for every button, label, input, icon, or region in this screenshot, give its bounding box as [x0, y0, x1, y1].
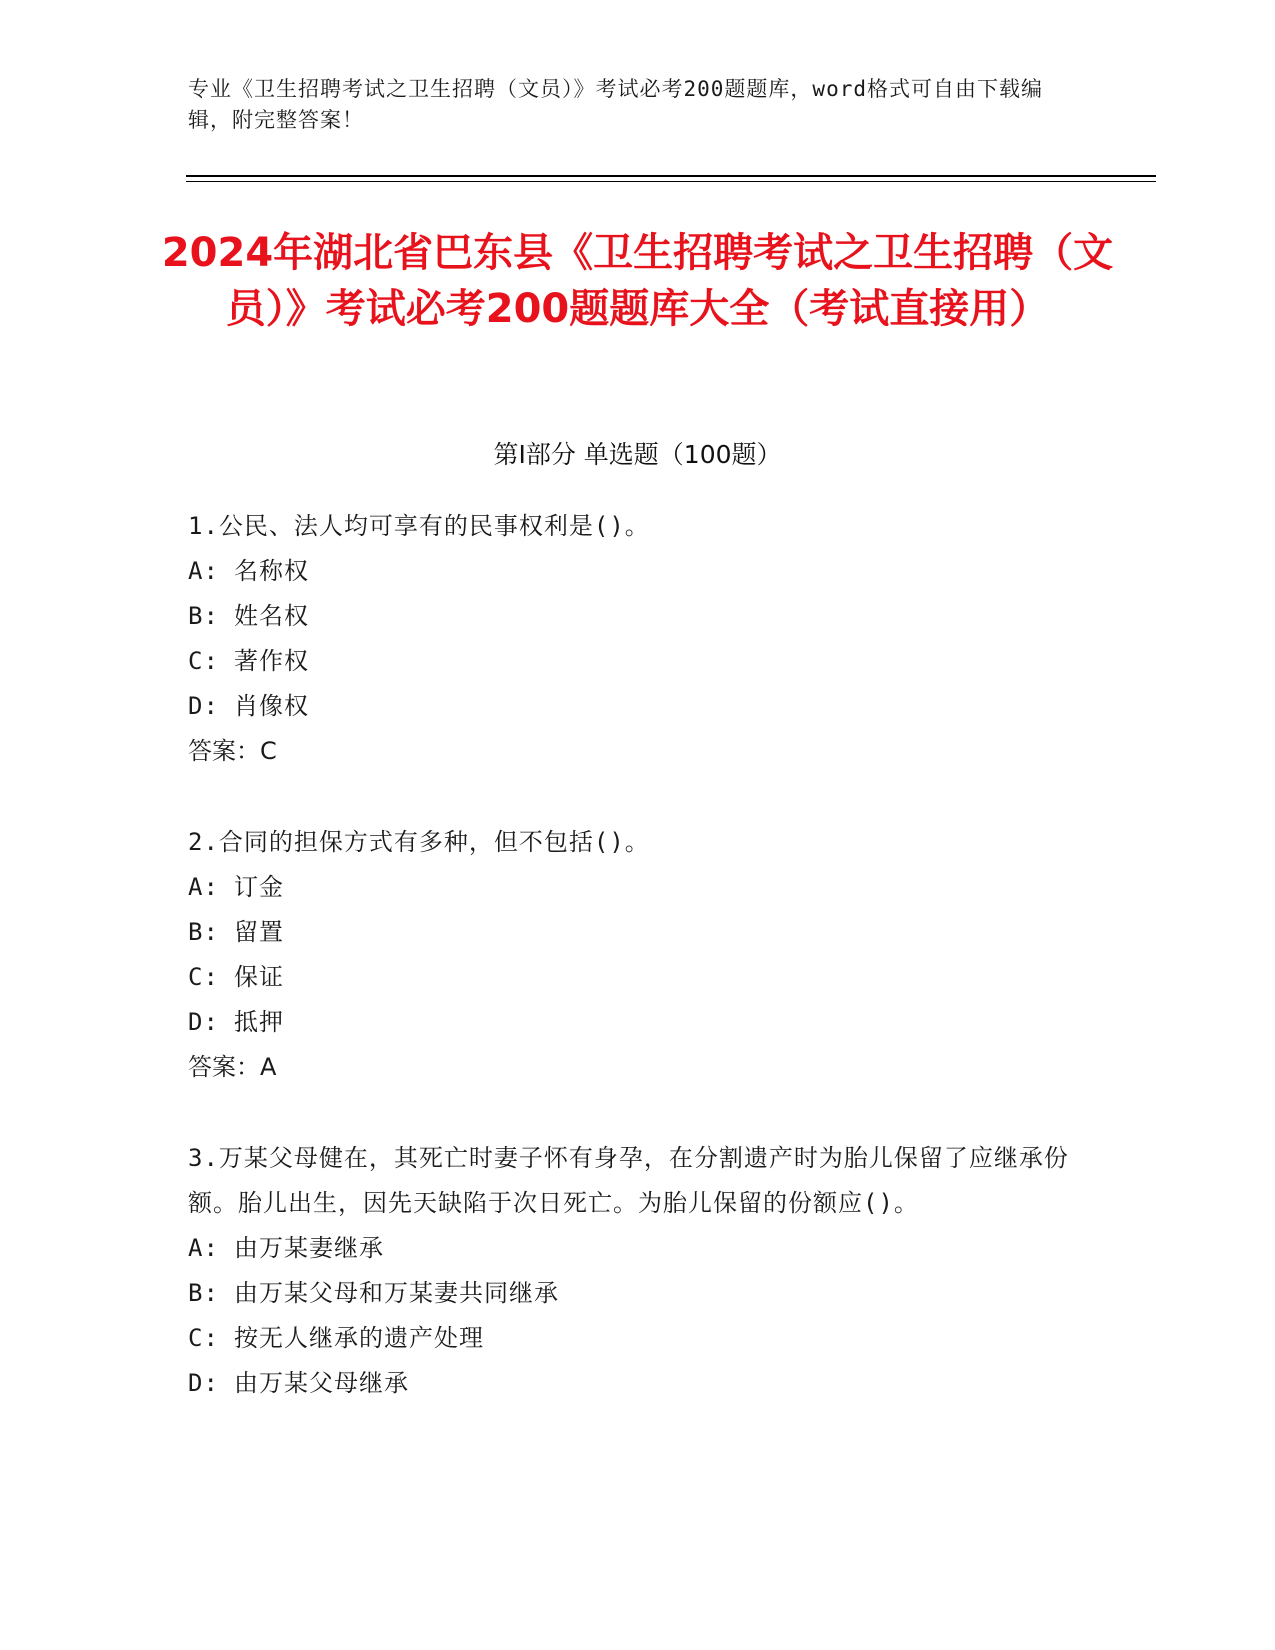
question-stem: 1.公民、法人均可享有的民事权利是()。: [188, 512, 650, 540]
option-key: D:: [188, 1369, 219, 1397]
option-text: 抵押: [234, 1008, 284, 1036]
question-2: [188, 820, 1088, 1090]
answer-line: 答案：A: [188, 1053, 277, 1081]
question-stem: 3.万某父母健在，其死亡时妻子怀有身孕，在分割遗产时为胎儿保留了应继承份额。胎儿出生，因先天缺陷于次日死亡。为胎儿保留的份额应()。: [188, 1144, 1069, 1217]
header-note: 专业《卫生招聘考试之卫生招聘（文员）》考试必考200题题库，word格式可自由下载编辑，附完整答案！: [188, 77, 1043, 132]
document-title: 2024年湖北省巴东县《卫生招聘考试之卫生招聘（文员）》考试必考200题题库大全（考试直接用）: [161, 230, 1114, 332]
option-b: [188, 594, 1088, 639]
option-text: 由万某父母继承: [234, 1369, 409, 1397]
option-key: D:: [188, 1008, 219, 1036]
option-d: [188, 684, 1088, 729]
option-text: 著作权: [234, 647, 309, 675]
option-text: 按无人继承的遗产处理: [234, 1324, 484, 1352]
option-d: [188, 1361, 1088, 1406]
header-divider-thick: [186, 175, 1156, 177]
option-text: 订金: [234, 873, 284, 901]
option-key: C:: [188, 1324, 219, 1352]
option-key: B:: [188, 918, 219, 946]
option-b: [188, 910, 1088, 955]
option-key: A:: [188, 1234, 219, 1262]
answer-line: 答案：C: [188, 737, 277, 765]
option-key: A:: [188, 873, 219, 901]
option-a: [188, 865, 1088, 910]
option-key: D:: [188, 692, 219, 720]
option-c: [188, 955, 1088, 1000]
header-divider-thin: [186, 181, 1156, 182]
section-heading: 第I部分 单选题（100题）: [493, 440, 782, 469]
option-key: C:: [188, 647, 219, 675]
option-text: 留置: [234, 918, 284, 946]
option-c: [188, 1316, 1088, 1361]
option-text: 保证: [234, 963, 284, 991]
option-text: 姓名权: [234, 602, 309, 630]
option-text: 由万某妻继承: [234, 1234, 384, 1262]
option-text: 由万某父母和万某妻共同继承: [234, 1279, 559, 1307]
option-key: C:: [188, 963, 219, 991]
option-c: [188, 639, 1088, 684]
option-key: B:: [188, 602, 219, 630]
option-b: [188, 1271, 1088, 1316]
option-text: 名称权: [234, 557, 309, 585]
option-d: [188, 1000, 1088, 1045]
option-key: A:: [188, 557, 219, 585]
question-3: [188, 1136, 1088, 1406]
option-a: [188, 1226, 1088, 1271]
option-text: 肖像权: [234, 692, 309, 720]
question-stem: 2.合同的担保方式有多种，但不包括()。: [188, 828, 650, 856]
question-1: [188, 504, 1088, 774]
option-key: B:: [188, 1279, 219, 1307]
option-a: [188, 549, 1088, 594]
